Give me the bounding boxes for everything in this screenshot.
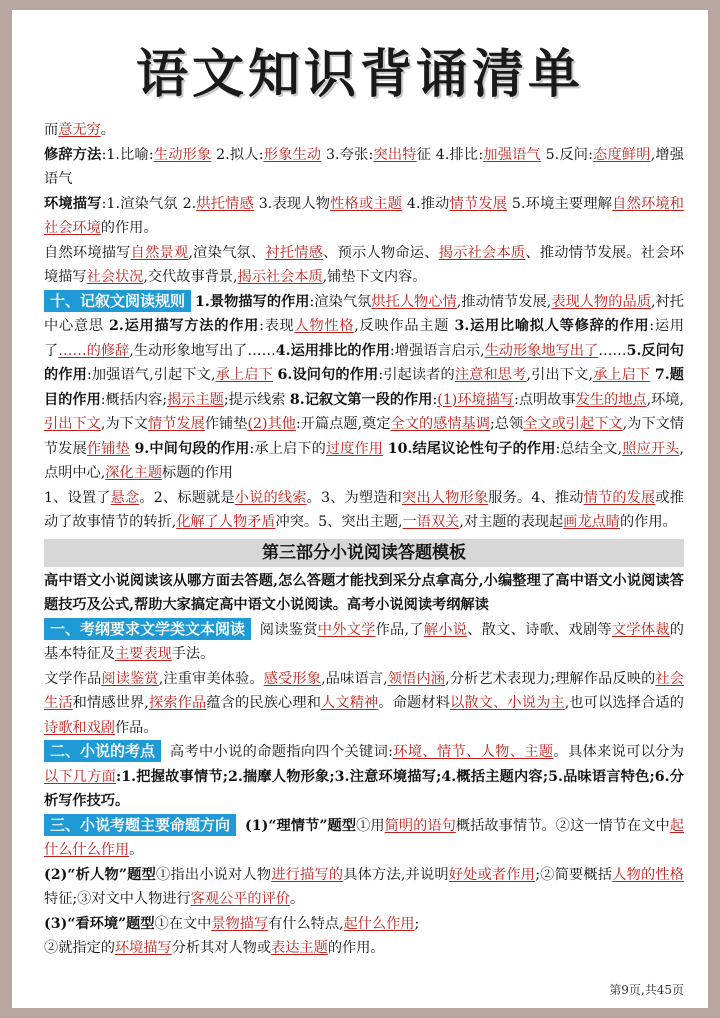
environment-question-paragraph [44, 912, 684, 937]
text: 服务。4、推动 [488, 489, 584, 506]
text: ,推动情节发展, [456, 293, 552, 310]
environment-question-paragraph-2 [44, 936, 684, 961]
key-phrase: 揭示主题 [167, 391, 224, 408]
key-phrase: 阅读鉴赏 [101, 670, 159, 687]
key-phrase: 表达主题 [271, 940, 328, 956]
key-phrase: 情节发展 [449, 195, 508, 212]
key-phrase: 照应开头 [622, 440, 680, 457]
text: :表现 [259, 318, 295, 334]
key-phrase: 悬念 [110, 489, 140, 506]
key-phrase: 诗歌和戏剧 [44, 719, 115, 736]
key-phrase: 人物的性格 [612, 866, 684, 883]
text: ,对主题的表现起 [459, 514, 564, 530]
text: 特征;③对文中人物进行 [44, 891, 191, 907]
page-title: 语文知识背诵清单 [135, 45, 584, 105]
term-label: 修辞方法 [44, 146, 102, 163]
text: : [432, 391, 438, 408]
term-label: :1.把握故事情节;2.揣摩人物形象;3.注意环境描写;4.概括主题内容;5.品味语言特色;6.分析写作技巧。 [44, 768, 684, 809]
text: :增强语言启示, [390, 342, 485, 359]
key-phrase: 探索作品 [148, 695, 207, 711]
text: ,为下文 [100, 416, 148, 432]
text: ;提示线索 [223, 391, 290, 408]
text: 3.夸张: [321, 146, 374, 163]
key-phrase: 衬托情感 [265, 244, 324, 261]
intro-paragraph: 高中语文小说阅读该从哪方面去答题,怎么答题才能找到采分点拿高分,小编整理了高中语文小说阅读答题技巧及公式,帮助大家搞定高中语文小说阅读。高考小说阅读考纲解读 [44, 572, 684, 613]
key-phrase: 进行描写的 [271, 866, 344, 883]
text: 。 [129, 842, 144, 858]
text: 文学作品 [44, 670, 102, 687]
key-phrase: 烘托人物心情 [371, 293, 457, 310]
literature-paragraph [44, 667, 684, 741]
section-heading: 一、考纲要求文学类文本阅读 [44, 618, 251, 640]
term-label: 环境描写 [44, 195, 102, 212]
text: 冲突。5、突出主题, [275, 514, 403, 530]
term-label: 10.结尾议论性句子的作用 [387, 440, 556, 457]
key-phrase: 承上启下 [592, 367, 651, 383]
key-phrase: 自然环境和社会环境 [44, 195, 684, 236]
key-phrase: 深化主题 [105, 465, 163, 481]
key-phrase: 形象生动 [263, 146, 322, 163]
text: 、散文、诗歌、戏剧等 [467, 621, 612, 638]
key-phrase: 全文或引起下文 [523, 416, 623, 432]
key-phrase: (2)其他 [247, 416, 296, 432]
key-phrase: 自然景观 [130, 244, 189, 261]
text: 有什么特点, [268, 915, 344, 932]
text: 。具体来说可以分为 [553, 744, 684, 760]
text: 、推动情节发展。社会环境描写 [44, 244, 684, 285]
key-phrase: 突出人物形象 [402, 489, 489, 506]
key-phrase: 感受形象 [263, 670, 322, 687]
text: :加强语气,引起下文, [86, 367, 216, 383]
key-phrase: 性格或主题 [330, 195, 403, 212]
text: :开篇点题,奠定 [295, 416, 391, 432]
section-three-paragraph [44, 814, 684, 863]
text: ①指出小说对人物 [156, 866, 272, 883]
text: ;②简要概括 [535, 866, 613, 883]
term-label: 5.反问句的作用 [44, 342, 684, 383]
term-label: (2)“析人物”题型 [44, 866, 157, 883]
key-phrase: 以下几方面 [44, 768, 117, 785]
key-phrase: 解小说 [423, 621, 468, 638]
text: 作品,了 [375, 621, 424, 638]
term-label: 4.运用排比的作用 [275, 342, 391, 359]
key-phrase: 注意和思考 [454, 367, 527, 383]
key-phrase: 社会生活 [44, 670, 684, 711]
text: 或推动了故事情节的转折, [44, 489, 684, 530]
key-phrase: 情节的发展 [583, 489, 656, 506]
key-phrase: 以散文、小说为主 [450, 695, 565, 711]
key-phrase: 过度作用 [325, 440, 384, 457]
text: ,点明中心, [44, 440, 684, 481]
key-phrase: 领悟内涵 [387, 670, 446, 687]
text: 4.推动 [402, 195, 450, 212]
text: 2.拟人: [211, 146, 264, 163]
text: ,注重审美体验。 [158, 670, 264, 687]
text: 5.反问: [540, 146, 593, 163]
term-label: 6.设问句的作用 [277, 367, 379, 383]
text: :概括内容; [100, 391, 168, 408]
text: :1.比喻: [101, 146, 154, 163]
text: ②就指定的 [44, 940, 115, 956]
text: ①在文中 [154, 915, 212, 932]
text: 蕴含的民族心理和 [206, 695, 322, 711]
text: 阅读鉴赏 [255, 621, 318, 638]
text: …… [598, 342, 627, 359]
text: 自然环境描写 [44, 244, 131, 261]
text: ,渲染气氛、 [188, 244, 266, 261]
key-phrase: 化解了人物矛盾 [176, 514, 276, 530]
rhetoric-paragraph [44, 143, 684, 192]
term-label: 3.运用比喻拟人等修辞的作用 [454, 318, 650, 334]
text: 。命题材料 [378, 695, 451, 711]
term-label: 9.中间句段的作用 [134, 440, 250, 457]
text: ,铺垫下文内容。 [322, 269, 427, 285]
document-page [12, 10, 708, 1008]
paragraph [44, 118, 684, 143]
text: 具体方法,并说明 [343, 866, 449, 883]
text: ,衬托中心意思 [44, 293, 684, 334]
text: :总结全文, [555, 440, 623, 457]
term-label: 8.记叙文第一段的作用 [289, 391, 433, 408]
text: ,引出下文, [526, 367, 593, 383]
key-phrase: 加强语气 [483, 146, 541, 163]
term-label: 2.运用描写方法的作用 [109, 318, 260, 334]
text: ;总领 [489, 416, 524, 432]
text: ,也可以选择合适的 [564, 695, 684, 711]
key-phrase: 情节发展 [147, 416, 205, 432]
text: 的作用。 [327, 940, 385, 956]
title-function-paragraph [44, 486, 684, 535]
key-phrase: 全文的感情基调 [390, 416, 490, 432]
key-phrase: 引出下文 [44, 416, 101, 432]
text: 而 [44, 122, 59, 138]
text: 分析其对人物或 [171, 940, 272, 956]
text: 1、设置了 [44, 489, 111, 506]
key-phrase: 社会状况 [86, 269, 144, 285]
key-phrase: 揭示社会本质 [438, 244, 526, 261]
text: 3.表现人物 [254, 195, 331, 212]
text: 高考中小说的命题指向四个关键词: [165, 744, 393, 760]
key-phrase: 起什么什么作用 [44, 817, 684, 858]
text: ①用 [356, 817, 385, 834]
text: 手法。 [171, 646, 215, 662]
key-phrase: 揭示社会本质 [237, 269, 323, 285]
key-phrase: 画龙点睛 [563, 514, 620, 530]
text: ,为下文情节发展 [44, 416, 684, 457]
key-phrase: ……的修辞 [58, 342, 130, 359]
key-phrase: 生动形象地写出了 [484, 342, 599, 359]
key-phrase: 承上启下 [215, 367, 273, 383]
term-label: (1)“理情节”题型 [240, 817, 357, 834]
key-phrase: 一语双关 [402, 514, 460, 530]
key-phrase: 小说的线索 [234, 489, 307, 506]
text: 作铺垫 [204, 416, 248, 432]
text: ,品味语言, [321, 670, 388, 687]
text: :点明故事 [514, 391, 576, 408]
section-two-paragraph [44, 740, 684, 814]
key-phrase: 环境描写 [114, 940, 172, 956]
text: 5.环境主要理解 [507, 195, 613, 212]
text: ,分析艺术表现力;理解作品反映的 [445, 670, 656, 687]
text: :引起读者的 [378, 367, 455, 383]
text: 。2、标题就是 [139, 489, 235, 506]
section-ten-paragraph [44, 290, 684, 486]
section-heading: 十、记叙文阅读规则 [44, 290, 191, 312]
text: ,环境, [646, 391, 684, 408]
key-phrase: 人物性格 [294, 318, 355, 334]
key-phrase: 中外文学 [317, 621, 376, 638]
text: ; [414, 915, 420, 932]
nature-paragraph [44, 241, 684, 290]
key-phrase: 表现人物的品质 [551, 293, 651, 310]
text: 的基本特征及 [44, 621, 684, 662]
text: 。 [100, 122, 115, 138]
page-number: 第9页,共45页 [609, 983, 684, 997]
text: 标题的作用 [162, 465, 233, 481]
text: 的作用。 [619, 514, 677, 530]
text: :1.渲染气氛 2. [101, 195, 197, 212]
environment-paragraph [44, 192, 684, 241]
character-question-paragraph [44, 863, 684, 912]
text: ,反映作品主题 [354, 318, 455, 334]
text: 作品。 [114, 719, 158, 736]
text: 的作用。 [100, 220, 158, 236]
text: 征 4.排比: [416, 146, 484, 163]
key-phrase: 简明的语句 [384, 817, 456, 834]
text: 、预示人物命运、 [323, 244, 439, 261]
key-phrase: 文学体裁 [611, 621, 670, 638]
text: :运用了 [44, 318, 685, 359]
document-body [44, 118, 684, 961]
key-phrase: (1)环境描写 [437, 391, 515, 408]
text: 概括故事情节。②这一情节在文中 [455, 817, 670, 834]
key-phrase: 作铺垫 [86, 440, 130, 457]
text: 。 [289, 891, 305, 907]
text: :渲染气氛 [309, 293, 372, 310]
key-phrase: 态度鲜明 [592, 146, 651, 163]
key-phrase: 烘托情感 [196, 195, 254, 212]
term-label: (3)“看环境”题型 [44, 915, 155, 932]
section-heading: 二、小说的考点 [44, 740, 161, 762]
key-phrase: 意无穷 [58, 122, 101, 138]
key-phrase: 客观公平的评价 [190, 891, 290, 907]
key-phrase: 起什么作用 [343, 915, 415, 932]
part-heading: 第三部分小说阅读答题模板 [44, 539, 684, 567]
key-phrase: 环境、情节、人物、主题 [392, 744, 554, 760]
text: ,交代故事背景, [143, 269, 238, 285]
text: ,生动形象地写出了…… [129, 342, 276, 359]
text: :承上启下的 [249, 440, 326, 457]
key-phrase: 生动形象 [153, 146, 212, 163]
term-label: 1.景物描写的作用 [195, 293, 310, 310]
key-phrase: 人文精神 [321, 695, 379, 711]
key-phrase: 主要表现 [114, 646, 172, 662]
section-one-paragraph [44, 618, 684, 667]
text: ,增强语气 [44, 146, 684, 187]
section-heading: 三、小说考题主要命题方向 [44, 814, 236, 836]
key-phrase: 景物描写 [211, 915, 269, 932]
key-phrase: 好处或者作用 [448, 866, 536, 883]
key-phrase: 发生的地点 [575, 391, 647, 408]
text: 和情感世界, [72, 695, 149, 711]
text: 。3、为塑造和 [306, 489, 403, 506]
key-phrase: 突出特 [373, 146, 417, 163]
term-label: 7.题目的作用 [44, 367, 684, 408]
